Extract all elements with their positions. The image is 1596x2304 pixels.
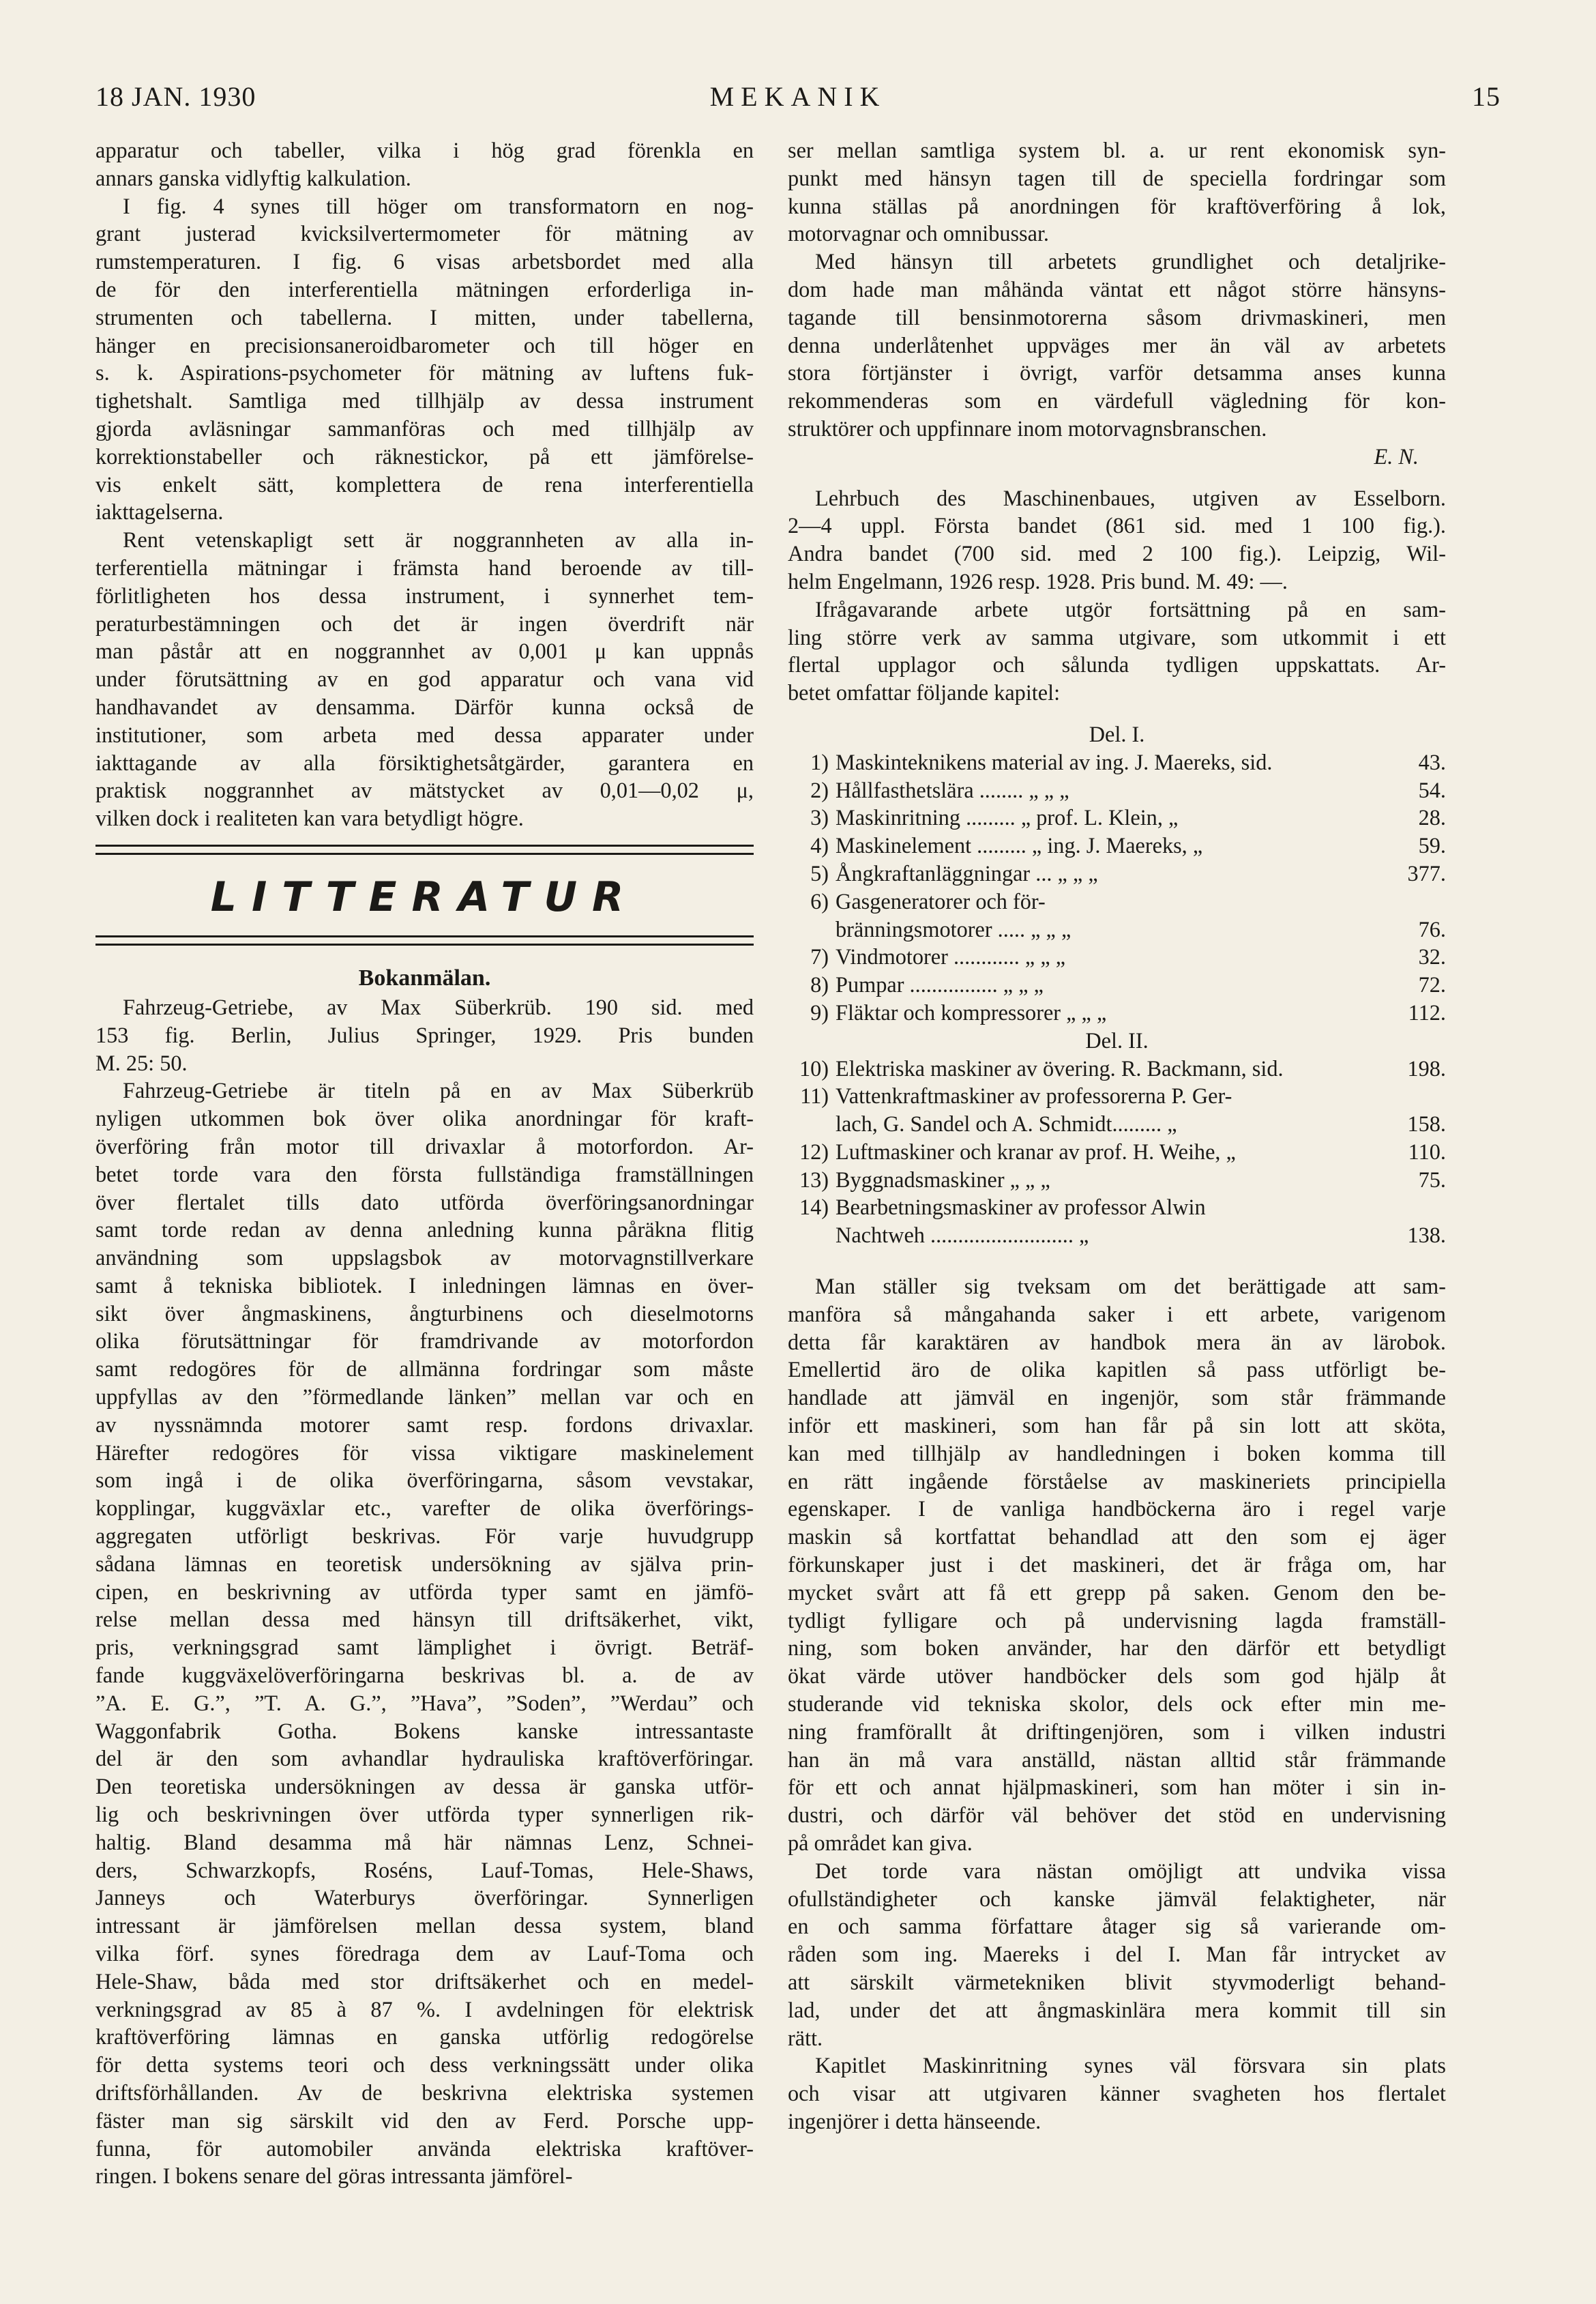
toc-page: 158.	[1407, 1111, 1446, 1137]
header-date: 18 JAN. 1930	[95, 81, 256, 112]
toc-row	[788, 916, 1446, 944]
text-line: korrektionstabeller och räknestickor, på ett jämförelse-	[95, 443, 754, 469]
signature: E. N.	[1374, 443, 1419, 469]
text-line: betet torde vara den första fullständiga framställningen	[95, 1161, 754, 1186]
text-line: Andra bandet (700 sid. med 2 100 fig.). Leipzig, Wil-	[788, 541, 1446, 566]
toc-row	[788, 776, 1446, 804]
review2-text	[788, 484, 1446, 707]
text-line: av nyssnämnda motorer samt resp. fordons drivaxlar.	[95, 1412, 754, 1437]
text-line: rekommenderas som en värdefull vägledning för kon-	[788, 388, 1446, 413]
toc-row	[788, 888, 1446, 916]
text-line: denna underlåtenhet uppväges mer än väl av arbetets	[788, 332, 1446, 358]
text-line: maskin så kortfattat behandlad att den som ej äger	[788, 1524, 1446, 1549]
text-line: helm Engelmann, 1926 resp. 1928. Pris bund. M. 49: —.	[788, 568, 1288, 594]
text-line: att särskilt värmetekniken blivit styvmoderligt behand-	[788, 1970, 1446, 1994]
text-line: Man ställer sig tveksam om det berättigade att sam-	[815, 1274, 1446, 1299]
text-line: apparatur och tabeller, vilka i hög grad förenkla en	[95, 138, 754, 162]
text-line: betet omfattar följande kapitel:	[788, 680, 1061, 705]
text-line: och visar att utgivaren känner svagheten hos flertalet	[788, 2081, 1446, 2106]
toc-page	[1385, 888, 1446, 916]
toc-row	[788, 943, 1446, 971]
text-line: verkningsgrad av 85 à 87 %. I avdelningen för elektrisk	[95, 1996, 754, 2022]
toc-title: Maskinritning ......... „ prof. L. Klein, „	[836, 805, 1179, 830]
text-line: kraftöverföring lämnas en ganska utförlig redogörelse	[95, 2024, 754, 2050]
toc-title: Fläktar och kompressorer „ „ „	[836, 1000, 1107, 1025]
right-column	[788, 136, 1446, 2135]
text-line: de för den interferentiella mätningen erforderliga in-	[95, 276, 754, 302]
text-line: ning, som boken använder, har den därför ett betydligt	[788, 1635, 1446, 1661]
text-line: under förutsättning av en god apparatur och vana vid	[95, 667, 754, 692]
text-line: olika förutsättningar för framdrivande av motorfordon	[95, 1328, 754, 1354]
toc-page: 54.	[1418, 777, 1446, 802]
del2-heading: Del. II.	[1085, 1027, 1149, 1053]
text-line: Hele-Shaw, båda med stor driftsäkerhet och en medel-	[95, 1968, 754, 1994]
toc-num: 8)	[810, 972, 829, 997]
text-line: intressant är jämförelsen mellan dessa system, bland	[95, 1913, 754, 1938]
toc-row	[788, 860, 1446, 888]
text-line: struktörer och uppfinnare inom motorvagnsbranschen.	[788, 415, 1267, 441]
text-line: terferentiella mätningar i främsta hand beroende av till-	[95, 555, 754, 580]
toc-num: 9)	[810, 1000, 829, 1025]
toc-title: Maskinteknikens material av ing. J. Maereks, sid.	[836, 749, 1273, 774]
text-line: ”A. E. G.”, ”T. A. G.”, ”Hava”, ”Soden”, ”Werdau” och	[95, 1690, 754, 1715]
text-line: ofullständigheter och kanske jämväl felaktigheter, när	[788, 1886, 1446, 1911]
toc-row	[788, 1138, 1446, 1166]
text-line: haltig. Bland desamma må här nämnas Lenz, Schnei-	[95, 1829, 754, 1854]
text-line: nyligen utkommen bok över olika anordningar för kraft-	[95, 1106, 754, 1131]
toc-row	[788, 1221, 1446, 1249]
toc-num: 1)	[810, 749, 829, 774]
text-line: över flertalet tills dato utförda överföringsanordningar	[95, 1189, 754, 1214]
text-line: Med hänsyn till arbetets grundlighet och detaljrike-	[815, 249, 1446, 274]
toc-row	[788, 1110, 1446, 1138]
text-line: Härefter redogöres för vissa viktigare maskinelement	[95, 1440, 754, 1465]
text-line: förlitligheten hos dessa instrument, i synnerhet tem-	[95, 583, 754, 608]
toc-num	[788, 916, 836, 944]
section-title: LITTERATUR	[210, 873, 639, 921]
text-line: praktisk noggrannhet av mätstycket av 0,01—0,02 μ,	[95, 778, 754, 803]
text-line: pris, verkningsgrad samt lämplighet i övrigt. Beträf-	[95, 1635, 754, 1660]
text-line: funna, för automobiler använda elektriska kraftöver-	[95, 2135, 754, 2161]
text-line: del är den som avhandlar hydrauliska kraftöverföringar.	[95, 1746, 754, 1771]
toc-row	[788, 1193, 1446, 1221]
text-line: driftsförhållanden. Av de beskrivna elektriska systemen	[95, 2080, 754, 2105]
text-line: rätt.	[788, 2025, 823, 2050]
toc-page: 72.	[1418, 972, 1446, 997]
toc-title: Bearbetningsmaskiner av professor Alwin	[836, 1195, 1206, 1220]
toc-title: Elektriska maskiner av övering. R. Backmann, sid.	[836, 1055, 1284, 1081]
text-line: hänger en precisionsaneroidbarometer och till höger en	[95, 332, 754, 358]
text-line: Kapitlet Maskinritning synes väl försvara sin plats	[815, 2053, 1446, 2078]
section-rule-bottom	[95, 935, 754, 946]
text-line: sådana lämnas en teoretisk undersökning av själva prin-	[95, 1551, 754, 1576]
text-line: cipen, en beskrivning av utförda typer samt en jämfö-	[95, 1579, 754, 1604]
continuation-text	[788, 136, 1446, 443]
text-line: Waggonfabrik Gotha. Bokens kanske intressantaste	[95, 1718, 754, 1743]
text-line: iakttagelserna.	[95, 499, 224, 525]
toc-title: Byggnadsmaskiner „ „ „	[836, 1167, 1050, 1192]
text-line: motorvagnar och omnibussar.	[788, 221, 1050, 246]
intro-text	[95, 136, 754, 832]
text-line: ders, Schwarzkopfs, Roséns, Lauf-Tomas, Hele-Shaws,	[95, 1857, 754, 1882]
text-line: dustri, och därför väl behöver det stöd en undervisning	[788, 1803, 1446, 1828]
toc-page: 59.	[1418, 833, 1446, 858]
toc-num	[788, 1110, 836, 1138]
toc-title: Vattenkraftmaskiner av professorerna P. Ger-	[836, 1083, 1232, 1109]
text-line: egenskaper. I de vanliga handböckerna äro i regel varje	[788, 1496, 1446, 1521]
toc-row	[788, 1082, 1446, 1110]
text-line: rumstemperaturen. I fig. 6 visas arbetsbordet med alla	[95, 249, 754, 274]
text-line: användning som uppslagsbok av motorvagnstillverkare	[95, 1245, 754, 1270]
text-line: tagande till bensinmotorerna såsom drivmaskineri, men	[788, 304, 1446, 330]
text-line: på området kan giva.	[788, 1831, 973, 1856]
text-line: punkt med hänsyn tagen till de speciella fordringar som	[788, 165, 1446, 190]
text-line: samt redogöres för de allmänna fordringar som måste	[95, 1356, 754, 1382]
text-line: stora förtjänster i övrigt, varför detsamma anses kunna	[788, 360, 1446, 385]
closing-text	[788, 1272, 1446, 2135]
header-page-number: 15	[1472, 81, 1501, 112]
text-line: iakttagande av alla försiktighetsåtgärder, garantera en	[95, 750, 754, 775]
del2-list	[788, 1055, 1446, 1250]
text-line: tighetshalt. Samtliga med tillhjälp av dessa instrument	[95, 388, 754, 413]
text-line: ling större verk av samma utgivare, som utkommit i ett	[788, 624, 1446, 650]
toc-row	[788, 804, 1446, 832]
toc-page: 32.	[1418, 944, 1446, 969]
toc-num: 6)	[810, 888, 829, 914]
text-line: lad, under det att ångmaskinlära mera kommit till sin	[788, 1997, 1446, 2022]
toc-page: 112.	[1408, 1000, 1446, 1025]
text-line: M. 25: 50.	[95, 1050, 188, 1075]
toc-title: bränningsmotorer ..... „ „ „	[836, 916, 1072, 942]
text-line: han än må vara anställd, nästan alltid står främmande	[788, 1747, 1446, 1772]
text-line: studerande vid tekniska skolor, dels ock efter min me-	[788, 1691, 1446, 1717]
text-line: man påstår att en noggrannhet av 0,001 μ kan uppnås	[95, 639, 754, 664]
toc-title: Nachtweh .......................... „	[836, 1223, 1089, 1248]
toc-page	[1385, 1082, 1446, 1110]
text-line: fande kuggväxelöverföringarna beskrivas bl. a. de av	[95, 1663, 754, 1688]
text-line: peraturbestämningen och det är ingen överdrift när	[95, 611, 754, 636]
text-line: sikt över ångmaskinens, ångturbinens och dieselmotorns	[95, 1300, 754, 1326]
left-column	[95, 136, 754, 2190]
toc-num	[788, 1221, 836, 1249]
text-line: vilka förf. synes föredraga dem av Lauf-Toma och	[95, 1941, 754, 1966]
toc-page: 76.	[1418, 916, 1446, 942]
text-line: 153 fig. Berlin, Julius Springer, 1929. Pris bunden	[95, 1022, 754, 1047]
toc-page: 138.	[1407, 1223, 1446, 1248]
text-line: för detta systems teori och dess verkningssätt under olika	[95, 2052, 754, 2077]
toc-page: 43.	[1418, 749, 1446, 774]
text-line: tydligt fylligare och på undervisning lagda framställ-	[788, 1607, 1446, 1633]
toc-page: 28.	[1418, 805, 1446, 830]
text-line: manföra så mångahanda saker i ett arbete, varigenom	[788, 1301, 1446, 1326]
toc-num: 3)	[810, 805, 829, 830]
toc-row	[788, 971, 1446, 999]
text-line: kunna ställas på anordningen för kraftöverföring å lok,	[788, 193, 1446, 218]
text-line: förkunskaper just i det maskineri, det är fråga om, har	[788, 1552, 1446, 1577]
text-line: samt å tekniska bibliotek. I inledningen lämnas en över-	[95, 1272, 754, 1298]
text-line: strumenten och tabellerna. I mitten, under tabellerna,	[95, 304, 754, 330]
del1-list	[788, 748, 1446, 1027]
text-line: råden som ing. Maereks i del I. Man får intrycket av	[788, 1942, 1446, 1967]
header-journal: MEKANIK	[709, 81, 887, 112]
text-line: en och samma författare åtager sig så varierande om-	[788, 1914, 1446, 1939]
review-text	[95, 993, 754, 2190]
text-line: grant justerad kvicksilvertermometer för mätning av	[95, 221, 754, 246]
text-line: handhavandet av densamma. Därför kunna också de	[95, 694, 754, 719]
text-line: fäster man sig särskilt vid den av Ferd. Porsche upp-	[95, 2108, 754, 2133]
toc-page: 377.	[1407, 860, 1446, 886]
toc-page: 198.	[1407, 1055, 1446, 1081]
toc-num: 5)	[810, 860, 829, 886]
toc-num: 12)	[799, 1139, 829, 1164]
text-line: en rätt ingående förståelse av maskineriets principiella	[788, 1468, 1446, 1493]
text-line: Janneys och Waterburys överföringar. Synnerligen	[95, 1885, 754, 1910]
toc-num: 14)	[799, 1195, 829, 1220]
toc-row	[788, 832, 1446, 860]
text-line: handlade att jämväl en ingenjör, som står främmande	[788, 1385, 1446, 1410]
text-line: uppfyllas av den ”förmedlande länken” mellan var och en	[95, 1384, 754, 1410]
text-line: I fig. 4 synes till höger om transformatorn en nog-	[123, 193, 754, 218]
toc-num: 4)	[810, 833, 829, 858]
text-line: kan med tillhjälp av handledningen i boken komma till	[788, 1440, 1446, 1465]
text-line: ingenjörer i detta hänseende.	[788, 2108, 1041, 2133]
text-line: ringen. I bokens senare del göras intressanta jämförel-	[95, 2163, 573, 2189]
text-line: gjorda avläsningar sammanföras och med tillhjälp av	[95, 415, 754, 441]
text-line: flertal upplagor och sålunda tydligen uppskattats. Ar-	[788, 652, 1446, 677]
toc-num: 13)	[799, 1167, 829, 1192]
toc-row	[788, 1166, 1446, 1194]
text-line: Lehrbuch des Maschinenbaues, utgiven av Esselborn.	[815, 485, 1446, 510]
del1-heading: Del. I.	[1089, 721, 1145, 746]
text-line: vilken dock i realiteten kan vara betydligt högre.	[95, 806, 524, 831]
text-line: 2—4 uppl. Första bandet (861 sid. med 1 100 fig.).	[788, 513, 1446, 538]
text-line: Emellertid äro de olika kapitlen så pass utförligt be-	[788, 1357, 1446, 1382]
subsection-title: Bokanmälan.	[358, 965, 491, 991]
text-line: lig och beskrivningen över utförda typer synnerligen rik-	[95, 1802, 754, 1827]
toc-row	[788, 999, 1446, 1027]
toc-title: Ångkraftanläggningar ... „ „ „	[836, 860, 1098, 886]
text-line: överföring från motor till drivaxlar å motorfordon. Ar-	[95, 1133, 754, 1158]
text-line: ökat värde utöver handböcker dels som god hjälp åt	[788, 1663, 1446, 1689]
text-line: s. k. Aspirations-psychometer för mätning av luftens fuk-	[95, 360, 754, 385]
toc-num: 11)	[800, 1083, 829, 1109]
section-rule-top	[95, 845, 754, 855]
toc-page: 75.	[1418, 1167, 1446, 1192]
text-line: Ifrågavarande arbete utgör fortsättning på en sam-	[815, 596, 1446, 622]
text-line: Det torde vara nästan omöjligt att undvika vissa	[815, 1858, 1446, 1883]
toc-num: 2)	[810, 777, 829, 802]
text-line: detta får karaktären av handbok mera än av lärobok.	[788, 1329, 1446, 1354]
text-line: Den teoretiska undersökningen av dessa är ganska utför-	[95, 1774, 754, 1799]
text-line: ning framförallt åt driftingenjören, som i vilken industri	[788, 1719, 1446, 1744]
toc-page: 110.	[1408, 1139, 1446, 1164]
toc-title: Luftmaskiner och kranar av prof. H. Weihe, „	[836, 1139, 1236, 1164]
toc-title: Vindmotorer ............ „ „ „	[836, 944, 1066, 969]
text-line: mycket svårt att få ett grepp på saken. Genom den be-	[788, 1579, 1446, 1605]
text-line: samt torde redan av denna anledning kunna påräkna flitig	[95, 1217, 754, 1242]
text-line: relse mellan dessa med hänsyn till driftsäkerhet, vikt,	[95, 1607, 754, 1632]
text-line: annars ganska vidlyftig kalkulation.	[95, 165, 411, 190]
text-line: ser mellan samtliga system bl. a. ur rent ekonomisk syn-	[788, 138, 1446, 162]
text-line: för ett och annat hjälpmaskineri, som han möter i sin in-	[788, 1775, 1446, 1800]
text-line: institutioner, som arbeta med dessa apparater under	[95, 722, 754, 747]
text-line: dom hade man måhända väntat ett något större hänsyns-	[788, 276, 1446, 302]
text-line: Fahrzeug-Getriebe är titeln på en av Max Süberkrüb	[123, 1078, 754, 1103]
toc-title: Maskinelement ......... „ ing. J. Maereks, „	[836, 833, 1203, 858]
text-line: Fahrzeug-Getriebe, av Max Süberkrüb. 190 sid. med	[123, 994, 754, 1019]
text-line: Rent vetenskapligt sett är noggrannheten av alla in-	[123, 527, 754, 553]
text-line: aggregaten utförligt beskrivas. För varje huvudgrupp	[95, 1523, 754, 1549]
text-line: kopplingar, kuggväxlar etc., varefter de olika överförings-	[95, 1496, 754, 1521]
toc-page	[1385, 1193, 1446, 1221]
toc-title: Hållfasthetslära ........ „ „ „	[836, 777, 1069, 802]
text-line: vis enkelt sätt, komplettera de rena interferentiella	[95, 471, 754, 497]
toc-num: 10)	[799, 1055, 829, 1081]
toc-title: Pumpar ................ „ „ „	[836, 972, 1044, 997]
toc-title: Gasgeneratorer och för-	[836, 888, 1046, 914]
toc-num: 7)	[810, 944, 829, 969]
toc-row	[788, 748, 1446, 776]
toc-row	[788, 1055, 1446, 1083]
toc-title: lach, G. Sandel och A. Schmidt......... „	[836, 1111, 1177, 1137]
text-line: som ingå i de olika överföringarna, såsom vevstakar,	[95, 1468, 754, 1493]
text-line: inför ett maskineri, som han får på sin lott att sköta,	[788, 1413, 1446, 1438]
